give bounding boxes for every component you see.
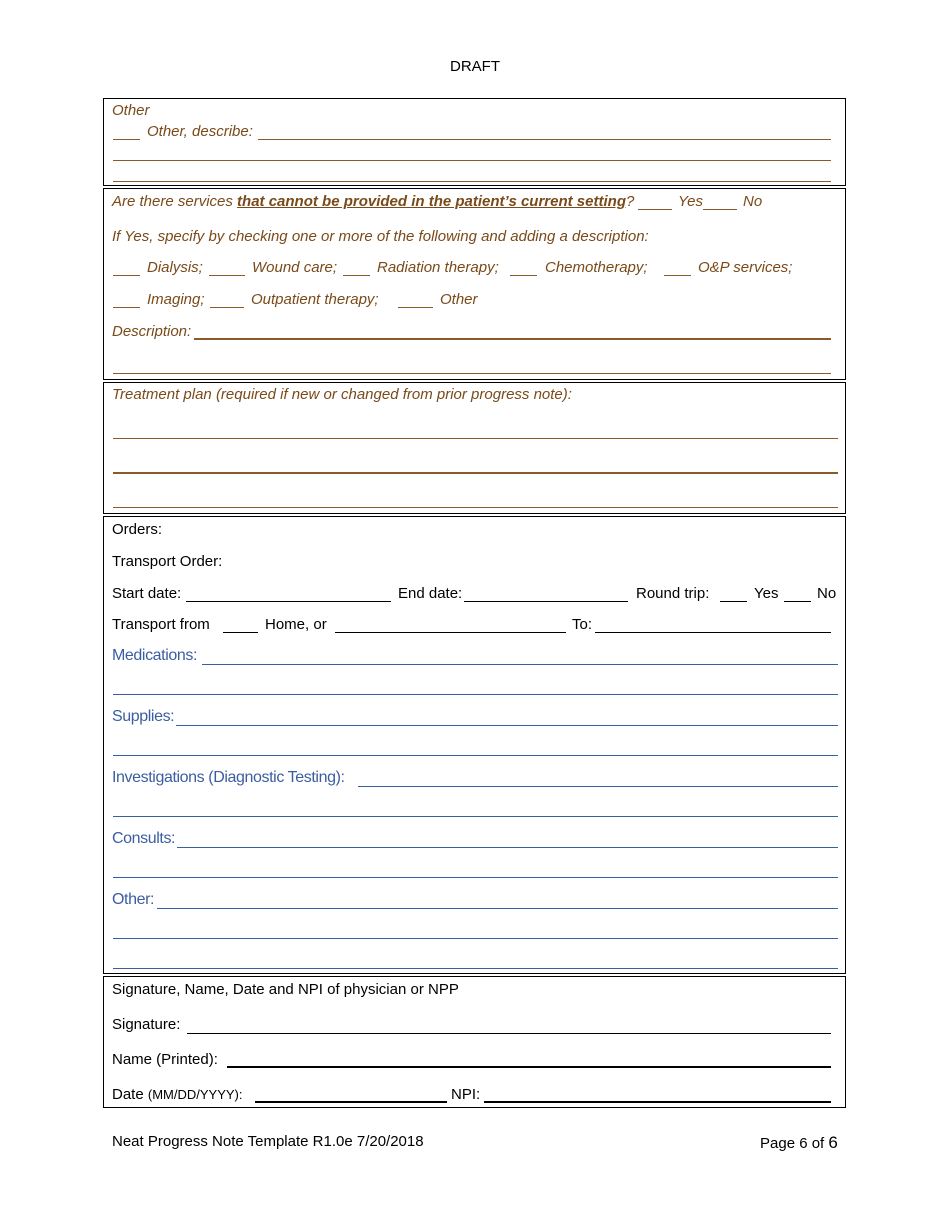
round-trip-yes-label: Yes (754, 585, 779, 602)
medications-label: Medications: (112, 647, 198, 664)
medications-line-2[interactable] (113, 694, 838, 695)
treatment-plan-line-2[interactable] (113, 472, 838, 474)
consults-label: Consults: (112, 830, 176, 847)
investigations-line-2[interactable] (113, 816, 838, 817)
services-question: Are there services that cannot be provided in the patient’s current setting? (112, 193, 635, 210)
other-heading: Other (112, 102, 150, 119)
round-trip-no-blank[interactable] (784, 601, 811, 602)
round-trip-yes-blank[interactable] (720, 601, 747, 602)
transport-to-field[interactable] (595, 632, 831, 633)
transport-from-field[interactable] (335, 632, 566, 633)
supplies-line-1[interactable] (176, 725, 838, 726)
treatment-plan-label: Treatment plan (required if new or changed from prior progress note): (112, 386, 572, 403)
consults-line-1[interactable] (177, 847, 838, 848)
orders-section (103, 516, 846, 974)
option-wound-care: Wound care; (252, 259, 338, 276)
option-outpatient-therapy: Outpatient therapy; (251, 291, 379, 308)
transport-from-label: Transport from (112, 616, 210, 633)
orders-other-label: Other: (112, 891, 155, 908)
orders-other-line-3[interactable] (113, 968, 838, 969)
treatment-plan-line-3[interactable] (113, 507, 838, 508)
description-line-1[interactable] (194, 338, 831, 340)
footer-template-label: Neat Progress Note Template R1.0e 7/20/2018 (112, 1133, 424, 1150)
medications-line-1[interactable] (202, 664, 838, 665)
start-date-label: Start date: (112, 585, 182, 602)
name-printed-field[interactable] (227, 1066, 831, 1068)
investigations-label: Investigations (Diagnostic Testing): (112, 769, 345, 786)
other-describe-label: Other, describe: (147, 123, 253, 140)
description-line-2[interactable] (113, 373, 831, 374)
orders-heading: Orders: (112, 521, 163, 538)
npi-label: NPI: (451, 1086, 481, 1103)
orders-other-line-2[interactable] (113, 938, 838, 939)
services-section (103, 188, 846, 380)
services-yes-blank[interactable] (638, 209, 672, 210)
supplies-label: Supplies: (112, 708, 175, 725)
chemotherapy-blank[interactable] (510, 275, 537, 276)
consults-line-2[interactable] (113, 877, 838, 878)
other-describe-line-1[interactable] (258, 139, 831, 140)
end-date-field[interactable] (464, 601, 628, 602)
other-checkbox-blank[interactable] (113, 139, 140, 140)
services-no-label: No (743, 193, 763, 210)
services-yes-label: Yes (678, 193, 704, 210)
radiation-therapy-blank[interactable] (343, 275, 370, 276)
signature-heading: Signature, Name, Date and NPI of physician or NPP (112, 981, 459, 998)
home-or-label: Home, or (265, 616, 327, 633)
investigations-line-1[interactable] (358, 786, 838, 787)
other-option-blank[interactable] (398, 307, 433, 308)
services-instruction: If Yes, specify by checking one or more of the following and adding a description: (112, 228, 649, 245)
option-chemotherapy: Chemotherapy; (545, 259, 648, 276)
treatment-plan-section (103, 382, 846, 514)
other-section (103, 98, 846, 186)
other-describe-line-3[interactable] (113, 181, 831, 182)
draft-header: DRAFT (450, 58, 500, 75)
option-imaging: Imaging; (147, 291, 205, 308)
imaging-blank[interactable] (113, 307, 140, 308)
outpatient-therapy-blank[interactable] (210, 307, 244, 308)
other-describe-line-2[interactable] (113, 160, 831, 161)
treatment-plan-line-1[interactable] (113, 438, 838, 439)
supplies-line-2[interactable] (113, 755, 838, 756)
signature-label: Signature: (112, 1016, 181, 1033)
signature-field[interactable] (187, 1033, 831, 1034)
transport-order-label: Transport Order: (112, 553, 223, 570)
home-blank[interactable] (223, 632, 258, 633)
date-field[interactable] (255, 1101, 447, 1103)
dialysis-blank[interactable] (113, 275, 140, 276)
services-no-blank[interactable] (703, 209, 737, 210)
signature-section (103, 976, 846, 1108)
round-trip-label: Round trip: (636, 585, 710, 602)
date-label: Date (MM/DD/YYYY): (112, 1086, 243, 1103)
description-label: Description: (112, 323, 192, 340)
footer-page-number: Page 6 of 6 (760, 1133, 838, 1152)
option-op-services: O&P services; (698, 259, 793, 276)
wound-care-blank[interactable] (209, 275, 245, 276)
option-dialysis: Dialysis; (147, 259, 203, 276)
start-date-field[interactable] (186, 601, 391, 602)
round-trip-no-label: No (817, 585, 837, 602)
name-printed-label: Name (Printed): (112, 1051, 218, 1068)
end-date-label: End date: (398, 585, 463, 602)
option-other: Other (440, 291, 478, 308)
option-radiation-therapy: Radiation therapy; (377, 259, 499, 276)
op-services-blank[interactable] (664, 275, 691, 276)
orders-other-line-1[interactable] (157, 908, 838, 909)
npi-field[interactable] (484, 1101, 831, 1103)
transport-to-label: To: (572, 616, 593, 633)
